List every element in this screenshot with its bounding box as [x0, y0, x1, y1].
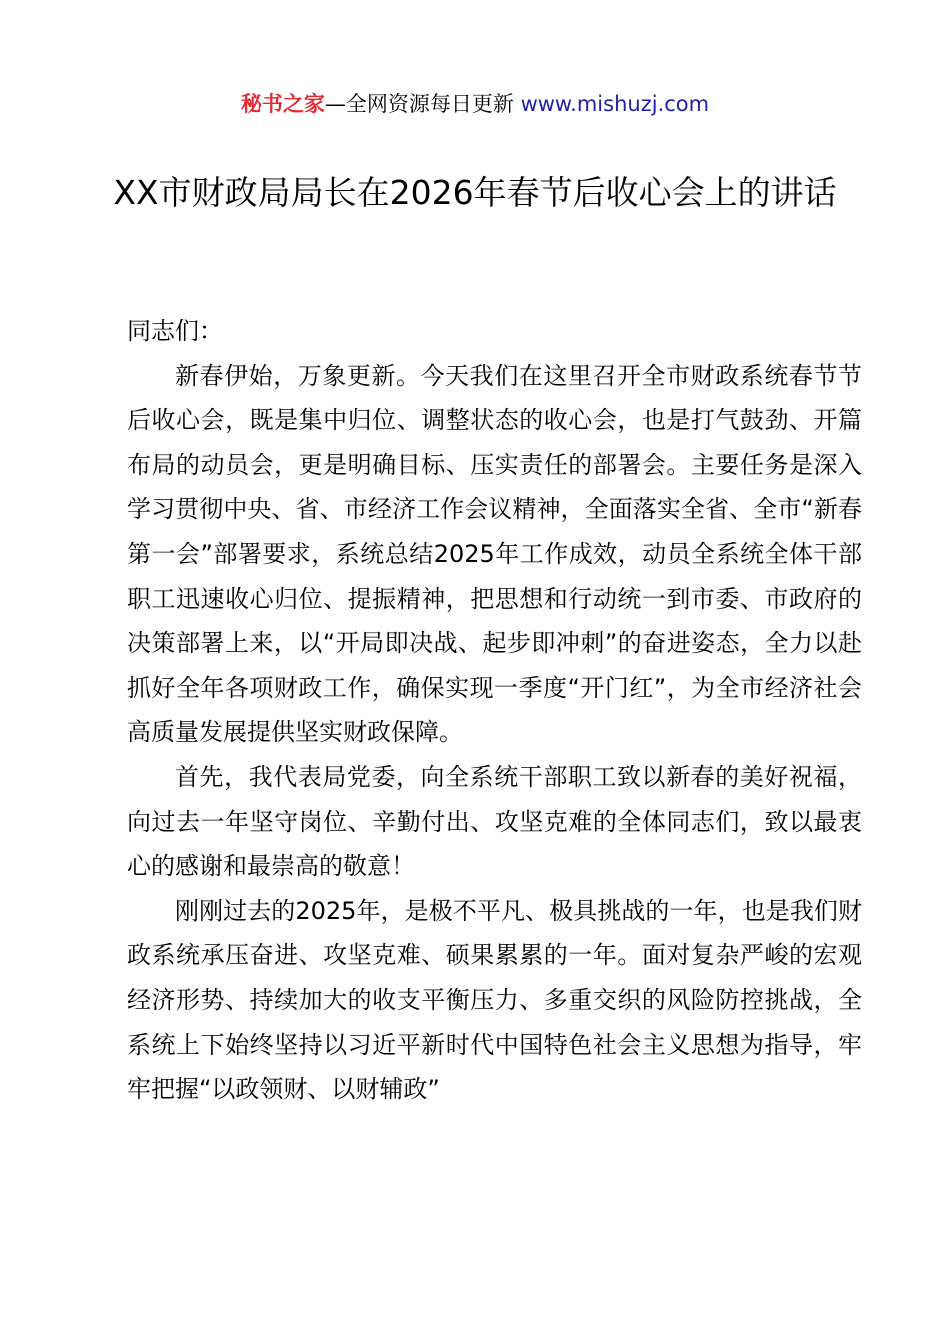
site-url-link[interactable]: www.mishuzj.com [520, 92, 710, 116]
salutation: 同志们： [127, 317, 223, 345]
paragraph-1: 新春伊始，万象更新。今天我们在这里召开全市财政系统春节节后收心会，既是集中归位、调整状态的收心会，也是打气鼓劲、开篇布局的动员会，更是明确目标、压实责任的部署会。主要任务是深入学习贯彻中央、省、市经济工作会议精神，全面落实全省、全市“新春第一会”部署要求，系统总结2025年工作成效，动员全系统全体干部职工迅速收心归位、提振精神，把思想和行动统一到市委、市政府的决策部署上来，以“开局即决战、起步即冲刺”的奋进姿态，全力以赴抓好全年各项财政工作，确保实现一季度“开门红”，为全市经济社会高质量发展提供坚实财政保障。 [127, 361, 862, 747]
site-tagline: —全网资源每日更新 [324, 92, 521, 116]
site-brand: 秘书之家 [240, 92, 325, 116]
document-title: XX市财政局局长在2026年春节后收心会上的讲话 [113, 173, 837, 212]
document-body [127, 309, 862, 1112]
site-header [0, 89, 950, 119]
paragraph-3: 刚刚过去的2025年，是极不平凡、极具挑战的一年，也是我们财政系统承压奋进、攻坚克难、硕果累累的一年。面对复杂严峻的宏观经济形势、持续加大的收支平衡压力、多重交织的风险防控挑战，全系统上下始终坚持以习近平新时代中国特色社会主义思想为指导，牢牢把握“以政领财、以财辅政” [127, 896, 862, 1104]
paragraph-2: 首先，我代表局党委，向全系统干部职工致以新春的美好祝福，向过去一年坚守岗位、辛勤付出、攻坚克难的全体同志们，致以最衷心的感谢和最崇高的敬意！ [127, 762, 862, 881]
